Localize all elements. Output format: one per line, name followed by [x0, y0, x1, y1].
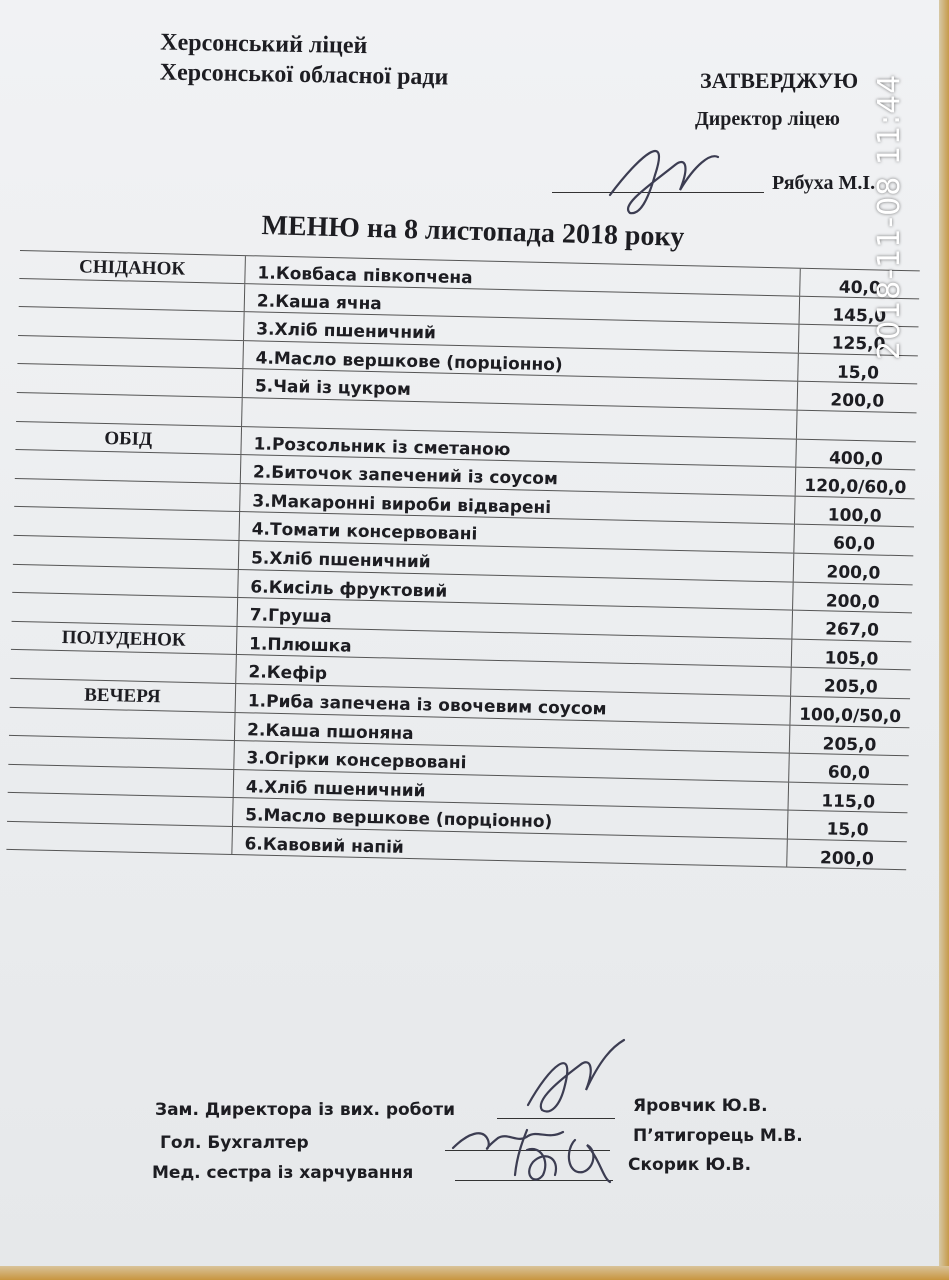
quantity-cell: 60,0 [793, 525, 914, 555]
dish-cell: 4.Хліб пшеничний [233, 770, 788, 810]
dish-cell: 5.Чай із цукром [242, 369, 797, 409]
meal-cell [13, 536, 239, 569]
approver-name: Рябуха М.І. [772, 172, 876, 194]
quantity-cell: 40,0 [799, 269, 920, 298]
dish-cell: 1.Розсольник із сметаною [240, 427, 795, 467]
nurse-signature [505, 1120, 615, 1190]
meal-cell [6, 822, 232, 855]
camera-timestamp: 2018-11-08 11:44 [872, 73, 907, 360]
signature-role-2: Гол. Бухгалтер [160, 1133, 309, 1153]
org-name: Херсонський ліцей [160, 29, 368, 60]
meal-cell [18, 307, 244, 340]
background-edge-right [939, 0, 949, 1280]
deputy-signature [520, 1035, 630, 1120]
quantity-cell: 267,0 [791, 611, 912, 641]
dish-cell: 1.Плюшка [236, 627, 791, 667]
dish-cell: 4.Томати консервовані [238, 512, 793, 552]
dish-cell: 6.Кавовий напій [231, 827, 786, 867]
quantity-cell: 205,0 [789, 725, 910, 755]
quantity-cell: 15,0 [787, 811, 908, 841]
meal-cell [9, 707, 235, 740]
meal-cell [10, 650, 236, 683]
meal-cell: ПОЛУДЕНОК [61, 626, 186, 651]
meal-cell [15, 450, 241, 483]
meal-cell [14, 479, 240, 512]
meal-cell [17, 336, 243, 369]
quantity-cell: 120,0/60,0 [795, 468, 916, 498]
quantity-cell: 145,0 [799, 296, 920, 326]
organization-header [159, 27, 449, 92]
quantity-cell: 60,0 [788, 754, 909, 784]
quantity-cell: 200,0 [797, 382, 918, 412]
quantity-cell: 200,0 [786, 839, 907, 869]
signature-name-3: Скорик Ю.В. [628, 1155, 752, 1175]
dish-cell: 5.Масло вершкове (порціонно) [232, 798, 787, 838]
meal-cell: СНІДАНОК [78, 256, 186, 280]
dish-cell: 2.Биточок запечений із соусом [240, 455, 795, 495]
quantity-cell: 100,0/50,0 [789, 696, 910, 726]
menu-title: МЕНЮ на 8 листопада 2018 року [261, 210, 685, 253]
dish-cell: 4.Масло вершкове (порціонно) [242, 341, 797, 381]
quantity-cell: 105,0 [791, 639, 912, 669]
signature-name-1: Яровчик Ю.В. [633, 1096, 768, 1116]
dish-cell: 2.Кефір [235, 655, 790, 695]
director-signature [600, 135, 740, 225]
meal-cell [17, 364, 243, 397]
meal-cell [7, 793, 233, 826]
meal-cell [8, 736, 234, 769]
quantity-cell: 125,0 [798, 325, 919, 355]
approval-heading: ЗАТВЕРДЖУЮ [700, 68, 859, 93]
signature-name-2: П’ятигорець М.В. [633, 1126, 803, 1146]
quantity-cell [796, 411, 917, 441]
dish-cell: 7.Груша [237, 598, 792, 638]
meal-cell [14, 507, 240, 540]
signature-role-1: Зам. Директора із вих. роботи [155, 1100, 455, 1120]
quantity-cell: 15,0 [797, 353, 918, 383]
dish-cell: 2.Каша ячна [244, 284, 799, 324]
dish-cell: 1.Риба запечена із овочевим соусом [235, 684, 790, 724]
quantity-cell: 200,0 [793, 554, 914, 584]
meal-cell [8, 765, 234, 798]
dish-cell: 3.Огірки консервовані [233, 741, 788, 781]
meal-cell [12, 593, 238, 626]
meal-cell [12, 564, 238, 597]
dish-cell: 2.Каша пшоняна [234, 712, 789, 752]
quantity-cell: 400,0 [795, 439, 916, 469]
background-edge-bottom [0, 1266, 949, 1280]
quantity-cell: 115,0 [787, 782, 908, 812]
approver-role: Директор ліцею [695, 108, 840, 130]
meal-cell: ВЕЧЕРЯ [84, 684, 161, 708]
dish-cell: 6.Кисіль фруктовий [237, 570, 792, 610]
meal-cell [19, 279, 245, 312]
org-parent: Херсонської обласної ради [159, 59, 449, 91]
dish-cell: 3.Макаронні вироби відварені [239, 484, 794, 524]
quantity-cell: 200,0 [792, 582, 913, 612]
dish-cell: 1.Ковбаса півкопчена [244, 256, 799, 295]
meal-cell: ОБІД [104, 427, 153, 450]
quantity-cell: 100,0 [794, 496, 915, 526]
dish-cell: 3.Хліб пшеничний [243, 312, 798, 352]
dish-cell: 5.Хліб пшеничний [238, 541, 793, 581]
quantity-cell: 205,0 [790, 668, 911, 698]
signature-role-3: Мед. сестра із харчування [152, 1163, 414, 1183]
meal-cell [16, 393, 242, 426]
menu-table [6, 250, 919, 871]
